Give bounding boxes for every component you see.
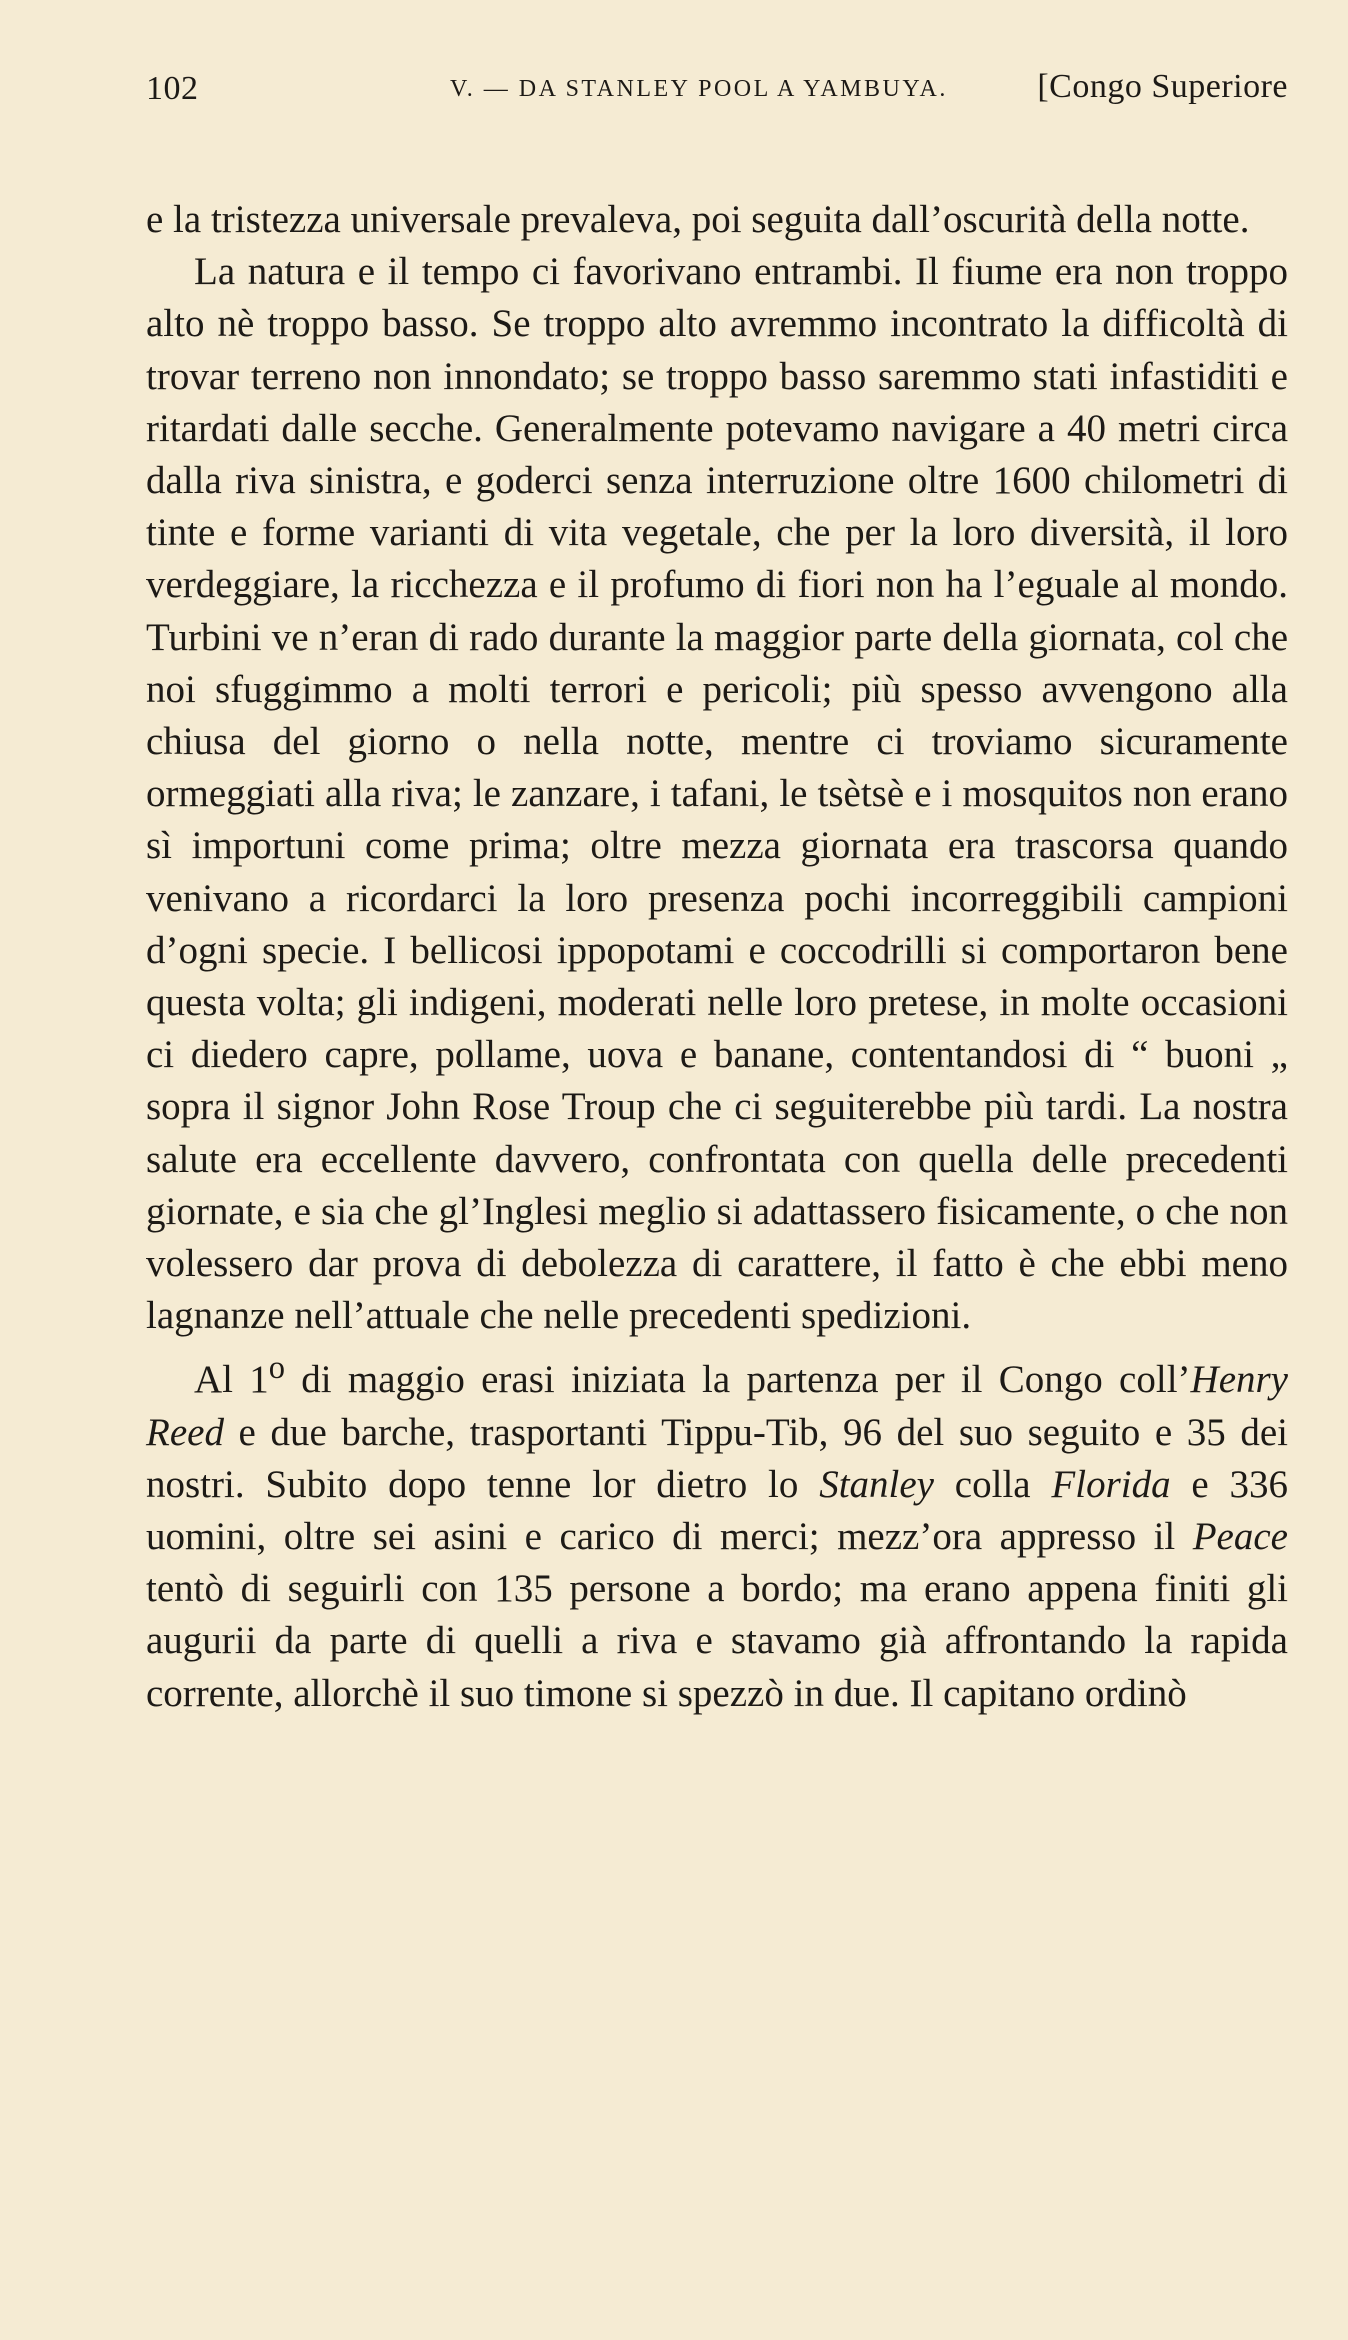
text-run: tentò di seguirli con 135 persone a bordo; ma erano appena finiti gli augurii da parte di quelli a riva e stavamo già affrontando la rapida corrente, allorchè il suo timone si spezzò in due. Il capitano ordinò (146, 1567, 1288, 1715)
paragraph-river-conditions: La natura e il tempo ci favorivano entrambi. Il fiume era non troppo alto nè troppo basso. Se troppo alto avremmo incontrato la difficoltà di trovar terreno non innondato; se troppo basso saremmo stati infastiditi e ritardati dalle secche. Generalmente potevamo navigare a 40 metri circa dalla riva sinistra, e goderci senza interruzione oltre 1600 chilometri di tinte e forme varianti di vita vegetale, che per la loro diversità, il loro verdeggiare, la ricchezza e il profumo di fiori non ha l’eguale al mondo. Turbini ve n’eran di rado durante la maggior parte della giornata, col che noi sfuggimmo a molti terrori e pericoli; più spesso avvengono alla chiusa del giorno o nella notte, mentre ci troviamo sicuramente ormeggiati alla riva; le zanzare, i tafani, le tsètsè e i mosquitos non erano sì importuni come prima; oltre mezza giornata era trascorsa quando venivano a ricordarci la loro presenza pochi incorreggibili campioni d’ogni specie. I bellicosi ippopotami e coccodrilli si comportaron bene questa volta; gli indigeni, moderati nelle loro pretese, in molte occasioni ci diedero capre, pollame, uova e banane, contentandosi di “ buoni „ sopra il signor John Rose Troup che ci seguiterebbe più tardi. La nostra salute era eccellente davvero, confrontata con quella delle precedenti giornate, e sia che gl’Inglesi meglio si adattassero fisicamente, o che non volessero dar prova di debolezza di carattere, il fatto è che ebbi meno lagnanze nell’attuale che nelle precedenti spedizioni. (146, 250, 1288, 1338)
text-run: e 336 uomini, oltre sei asini e carico di merci; mezz’ora appresso il (146, 1462, 1289, 1559)
ordinal-superscript: o (268, 1350, 286, 1387)
text-run: Al 1 (194, 1358, 269, 1402)
paragraph-continuation: e la tristezza universale prevaleva, poi seguita dall’oscurità della notte. (146, 198, 1250, 241)
ship-name-peace: Peace (1192, 1515, 1288, 1559)
text-run: di maggio erasi iniziata la partenza per il Congo coll’ (285, 1358, 1191, 1402)
text-run: e due barche, trasportanti Tippu-Tib, 96 del suo seguito e 35 dei nostri. Subito dopo tenne lor dietro lo (146, 1410, 1288, 1506)
text-run: colla (933, 1462, 1052, 1506)
body-text (146, 194, 1288, 1720)
section-title: [Congo Superiore (1037, 68, 1288, 105)
chapter-title: V. — DA STANLEY POOL A YAMBUYA. (450, 76, 948, 102)
page-number: 102 (146, 70, 199, 107)
paragraph-departure (146, 1342, 1288, 1719)
ship-name-henry-reed: Henry Reed (146, 1358, 1288, 1454)
ship-name-florida: Florida (1051, 1462, 1171, 1506)
running-head (146, 62, 1288, 110)
ship-name-stanley: Stanley (819, 1462, 934, 1506)
